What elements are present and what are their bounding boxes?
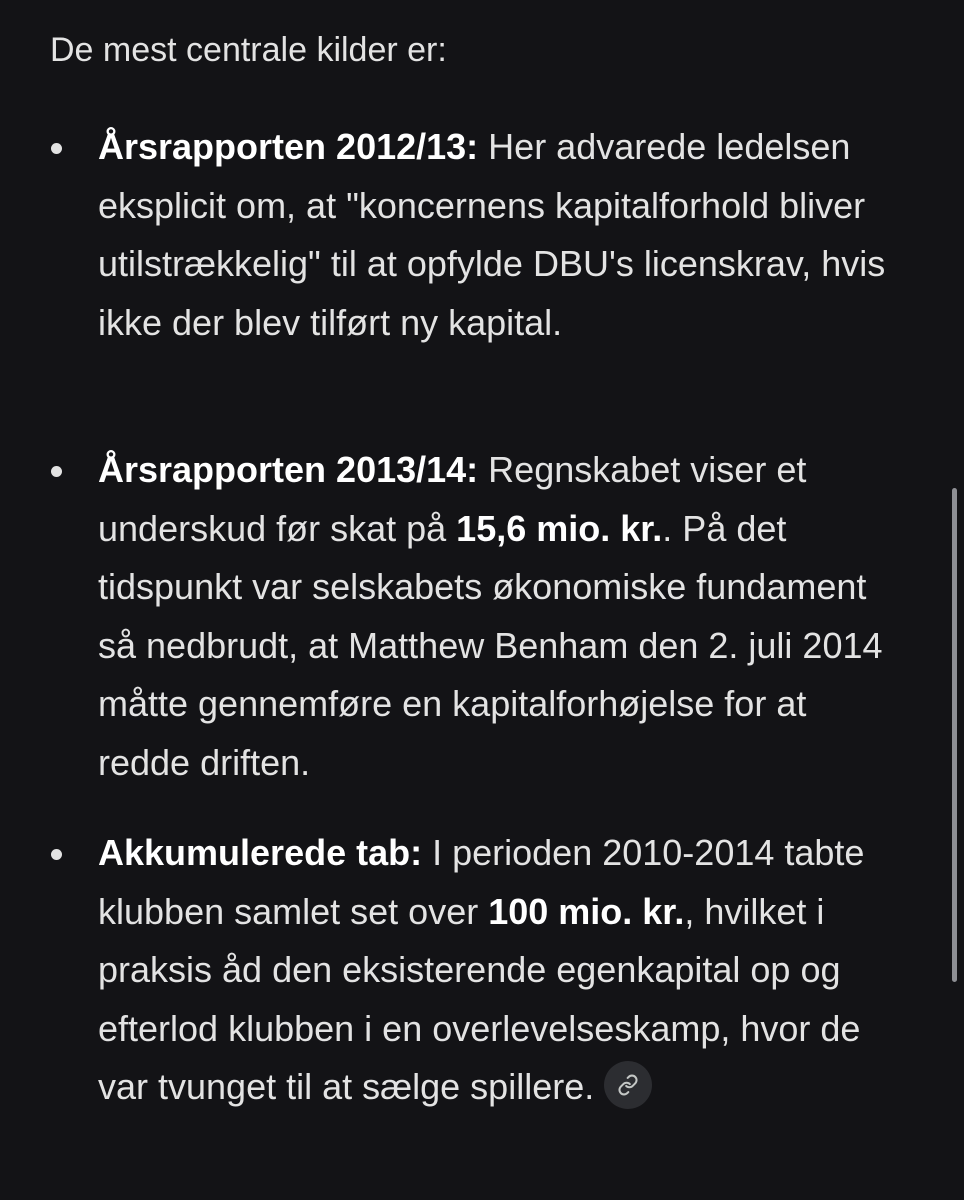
item-text: , hvilket i praksis åd den eksisterende egenkapital op og efterlod klubben i en overlevelseskamp, hvor de var tvunget til at sælge spillere. bbox=[98, 890, 861, 1107]
item-title: Akkumulerede tab: bbox=[98, 832, 423, 873]
item-text: I perioden 2010-2014 tabte klubben samlet set over bbox=[98, 832, 865, 932]
item-highlight: 100 mio. kr. bbox=[488, 890, 685, 932]
item-title: Årsrapporten 2013/14: bbox=[98, 449, 479, 490]
source-link-button[interactable] bbox=[604, 1061, 652, 1109]
item-highlight: 15,6 mio. kr. bbox=[456, 507, 663, 549]
intro-text: De mest centrale kilder er: bbox=[50, 31, 447, 69]
item-text: Her advarede ledelsen eksplicit om, at "koncernens kapitalforhold bliver utilstrækkelig" til at opfylde DBU's licenskrav, hvis ikke der blev tilført ny kapital. bbox=[98, 126, 886, 343]
scrollbar-thumb[interactable] bbox=[952, 488, 957, 982]
list-item bbox=[98, 441, 908, 792]
list-item bbox=[98, 824, 908, 1117]
link-icon bbox=[617, 1074, 639, 1096]
item-text: . På det tidspunkt var selskabets økonomiske fundament så nedbrudt, at Matthew Benham den 2. juli 2014 måtte gennemføre en kapitalforhøjelse for at redde driften. bbox=[98, 507, 883, 783]
item-title: Årsrapporten 2012/13: bbox=[98, 126, 479, 167]
item-text: Regnskabet viser et underskud før skat på bbox=[98, 449, 807, 549]
list-item bbox=[98, 118, 908, 352]
